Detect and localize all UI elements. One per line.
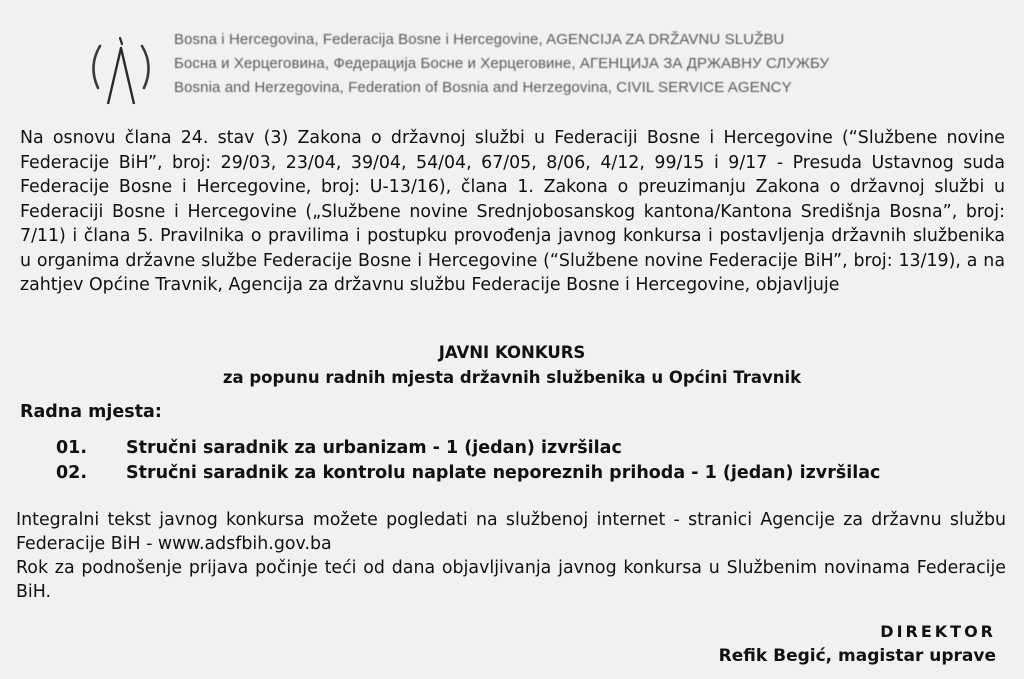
position-item (56, 463, 880, 483)
agency-name-english: Bosnia and Herzegovina, Federation of Bosnia and Herzegovina, CIVIL SERVICE AGENCY (174, 79, 792, 96)
position-number: 01. (56, 438, 88, 458)
signatory-title: DIREKTOR (880, 622, 996, 641)
legal-basis-paragraph: Na osnovu člana 24. stav (3) Zakona o državnoj službi u Federaciji Bosne i Hercegovine (“Službene novine Federacije BiH”, broj: 29/03, 23/04, 39/04, 54/04, 67/05, 8/06, 4/12, 99/15 i 9/17 - Presuda Ustavnog suda Federacije Bosne i Hercegovine, broj: U-13/16), člana 1. Zakona o preuzimanju Zakona o državnoj službi u Federaciji Bosne i Hercegovine („Službene novine Srednjobosanskog kantona/Kantona Središnja Bosna”, broj: 7/11) i člana 5. Pravilnika o pravilima i postupku provođenja javnog konkursa i postavljenja državnih službenika u organima državne službe Federacije Bosne i Hercegovine (“Službene novine Federacije BiH”, broj: 13/19), a na zahtjev Općine Travnik, Agencija za državnu službu Federacije Bosne i Hercegovine, objavljuje (20, 128, 1005, 295)
position-item (56, 438, 622, 458)
signature-block (719, 620, 996, 668)
announcement-subtitle: za popunu radnih mjesta državnih službenika u Općini Travnik (222, 368, 802, 387)
positions-heading: Radna mjesta: (20, 402, 162, 422)
agency-name-cyrillic: Босна и Херцеговина, Федерација Босне и Херцеговине, АГЕНЦИЈА ЗА ДРЖАВНУ СЛУЖБУ (174, 55, 830, 72)
signatory-name: Refik Begić, magistar uprave (718, 646, 996, 666)
closing-section (16, 508, 1006, 604)
deadline-paragraph: Rok za podnošenje prijava počinje teći od dana objavljivanja javnog konkursa u Službenim novinama Federacije BiH. (16, 558, 1006, 602)
agency-header (82, 24, 982, 114)
position-text: Stručni saradnik za kontrolu naplate neporeznih prihoda - 1 (jedan) izvršilac (126, 463, 881, 483)
website-info-paragraph: Integralni tekst javnog konkursa možete pogledati na službenoj internet - stranici Agencije za državnu službu Federacije BiH - www.adsfbih.gov.ba (16, 510, 1006, 554)
agency-name-bosnian: Bosna i Hercegovina, Federacija Bosne i Hercegovine, AGENCIJA ZA DRŽAVNU SLUŽBU (174, 31, 785, 48)
position-number: 02. (56, 463, 88, 483)
announcement-title: JAVNI KONKURS (438, 343, 586, 362)
agency-logo-icon (82, 24, 160, 114)
position-text: Stručni saradnik za urbanizam - 1 (jedan) izvršilac (126, 438, 622, 458)
agency-name-lines (174, 28, 974, 100)
